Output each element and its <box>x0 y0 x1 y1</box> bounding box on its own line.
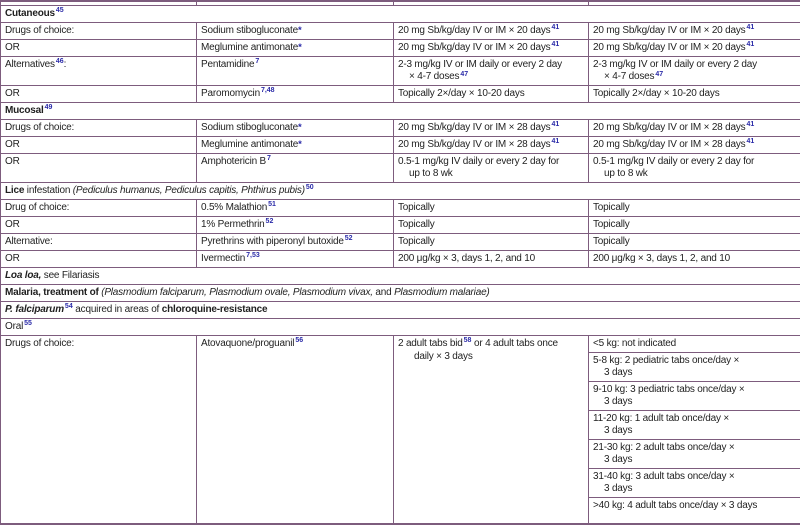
footnote-ref: 41 <box>746 41 755 48</box>
cell-adult-dosage <box>394 39 589 56</box>
weight-dose-row <box>589 469 800 498</box>
species-list: (Plasmodium falciparum, Plasmodium ovale, Plasmodium vivax, <box>101 286 373 298</box>
cell-pediatric-dosage <box>589 153 800 182</box>
footnote-ref: 50 <box>305 184 314 191</box>
table-row-malaria-dosing <box>1 335 800 524</box>
cell-label <box>1 216 197 233</box>
label-text: OR <box>5 41 20 53</box>
footnote-ref: 41 <box>551 24 560 31</box>
footnote-ref: 7,48 <box>260 87 275 94</box>
cell-label <box>1 199 197 216</box>
label-text: Drugs of choice: <box>5 121 75 133</box>
drug-name: Meglumine antimonate <box>201 41 299 53</box>
label-text: Alternatives <box>5 58 55 70</box>
footnote-ref: 49 <box>44 104 53 111</box>
table-row <box>1 199 800 216</box>
dose-line2: 3 days <box>604 396 633 407</box>
footnote-ref: 51 <box>268 201 276 208</box>
cell-label <box>1 119 197 136</box>
dosage-line1: 0.5-1 mg/kg IV daily or every 2 day for <box>593 155 755 167</box>
dosage-text: 20 mg Sb/kg/day IV or IM × 28 days <box>593 138 746 150</box>
cell-pediatric-dosage <box>589 119 800 136</box>
cell-pediatric-dosage <box>589 136 800 153</box>
cell-drug <box>197 136 394 153</box>
table-row <box>1 233 800 250</box>
cell-adult-dosage <box>394 22 589 39</box>
footnote-ref: 41 <box>551 121 560 128</box>
drug-name: Ivermectin <box>201 252 246 264</box>
footnote-ref: 54 <box>64 303 73 310</box>
footnote-ref: 52 <box>344 235 353 242</box>
cell-drug <box>197 250 394 267</box>
dosage-line1: 2-3 mg/kg IV or IM daily or every 2 day <box>398 58 562 70</box>
table-row <box>1 153 800 182</box>
section-header-cell <box>1 102 800 119</box>
section-title: Mucosal <box>5 104 44 116</box>
cell-drug <box>197 216 394 233</box>
footnote-ref: 55 <box>24 320 32 327</box>
dosage-line2: up to 8 wk <box>604 168 648 179</box>
drug-name: Pyrethrins with piperonyl butoxide <box>201 235 344 247</box>
footnote-ref: 58 <box>463 337 472 344</box>
weight-dose-row <box>589 440 800 469</box>
dosage-line2: daily × 3 days <box>414 351 473 362</box>
footnote-ref: 41 <box>551 138 560 145</box>
cell-pediatric-dosage <box>589 22 800 39</box>
emphasis-text: chloroquine-resistance <box>161 303 268 315</box>
section-header-cell <box>1 318 800 335</box>
table-row <box>1 119 800 136</box>
dose-line2: 3 days <box>604 367 633 378</box>
label-text: OR <box>5 138 20 150</box>
dose-line2: 3 days <box>604 425 633 436</box>
weight-dose-row <box>589 411 800 440</box>
footnote-asterisk: * <box>297 24 302 36</box>
cell-weight-dosing <box>589 335 800 524</box>
section-header-cell: P. falciparum$^{54}$ acquired in areas of chloroquine-resistance <box>1 301 800 318</box>
footnote-asterisk: * <box>298 41 302 53</box>
dosage-text: Topically <box>593 235 630 247</box>
weight-dose-row <box>589 336 800 353</box>
section-title: Oral <box>5 320 24 332</box>
dose-line1: 11-20 kg: 1 adult tab once/day × <box>593 412 730 424</box>
dosage-text: 200 μg/kg × 3, days 1, 2, and 10 <box>398 252 535 264</box>
dose-line1: <5 kg: not indicated <box>593 337 677 349</box>
section-row-cutaneous <box>1 5 800 22</box>
footnote-ref: 46 <box>55 58 64 65</box>
footnote-ref: 41 <box>551 41 560 48</box>
dosage-line1: 0.5-1 mg/kg IV daily or every 2 day for <box>398 155 560 167</box>
cell-pediatric-dosage <box>589 233 800 250</box>
cell-drug <box>197 199 394 216</box>
drug-name: Atovaquone/proguanil <box>201 337 295 349</box>
cell-adult-dosage <box>394 233 589 250</box>
cell-drug <box>197 39 394 56</box>
footnote-ref: 52 <box>265 218 274 225</box>
dosage-text: 20 mg Sb/kg/day IV or IM × 20 days <box>398 41 551 53</box>
table-row <box>1 250 800 267</box>
dosage-text: 20 mg Sb/kg/day IV or IM × 28 days <box>593 121 746 133</box>
cell-label <box>1 153 197 182</box>
dosage-text: Topically <box>593 201 630 213</box>
cell-adult-dosage <box>394 119 589 136</box>
dose-line1: 31-40 kg: 3 adult tabs once/day × <box>593 470 735 482</box>
label-text: Alternative: <box>5 235 53 247</box>
cell-adult-dosage <box>394 335 589 524</box>
cell-label <box>1 39 197 56</box>
drug-name: Sodium stibogluconate <box>201 121 298 133</box>
section-title: Loa loa, <box>5 269 42 281</box>
drug-name: 1% Permethrin <box>201 218 265 230</box>
dose-line1: 9-10 kg: 3 pediatric tabs once/day × <box>593 383 745 395</box>
dosage-text: Topically <box>593 218 630 230</box>
drug-name: Pentamidine <box>201 58 255 70</box>
cell-drug <box>197 119 394 136</box>
section-header-cell: Malaria, treatment of (Plasmodium falciparum, Plasmodium ovale, Plasmodium vivax, and Plasmodium malariae) <box>1 284 800 301</box>
section-header-cell: Loa loa, see Filariasis <box>1 267 800 284</box>
dosage-text: Topically 2×/day × 10-20 days <box>398 87 525 99</box>
section-header-cell <box>1 5 800 22</box>
footnote-ref: 47 <box>655 70 664 78</box>
footnote-asterisk: * <box>298 138 302 150</box>
cell-label <box>1 22 197 39</box>
cell-label <box>1 136 197 153</box>
dosage-text: 20 mg Sb/kg/day IV or IM × 20 days <box>593 24 746 36</box>
footnote-asterisk: * <box>297 121 302 133</box>
label-text: OR <box>5 218 20 230</box>
footnote-ref: 41 <box>746 121 755 128</box>
table-row <box>1 56 800 85</box>
dose-line2: 3 days <box>604 483 633 494</box>
section-title: Malaria, treatment of <box>5 286 102 298</box>
drug-name: Paromomycin <box>201 87 260 99</box>
drug-name: Sodium stibogluconate <box>201 24 298 36</box>
cell-adult-dosage <box>394 85 589 102</box>
section-row-loa-loa <box>1 267 800 284</box>
table-row <box>1 136 800 153</box>
dose-line1: 21-30 kg: 2 adult tabs once/day × <box>593 441 735 453</box>
cell-drug <box>197 22 394 39</box>
cell-label <box>1 335 197 524</box>
footnote-ref: 7 <box>255 58 260 65</box>
label-text: OR <box>5 155 20 167</box>
cell-pediatric-dosage <box>589 250 800 267</box>
cell-pediatric-dosage <box>589 56 800 85</box>
section-row-lice <box>1 182 800 199</box>
cell-pediatric-dosage <box>589 39 800 56</box>
dosage-line2: × 4-7 doses$^{47}$ <box>604 70 664 82</box>
footnote-ref: 7,53 <box>246 252 260 259</box>
section-row-malaria <box>1 284 800 301</box>
dosage-text: 20 mg Sb/kg/day IV or IM × 20 days <box>398 24 551 36</box>
section-row-falciparum <box>1 301 800 318</box>
label-text: Drugs of choice: <box>5 24 75 36</box>
drug-name: 0.5% Malathion <box>201 201 268 213</box>
label-text: OR <box>5 87 20 99</box>
table-row <box>1 216 800 233</box>
section-row-oral <box>1 318 800 335</box>
section-title: P. falciparum <box>5 303 64 315</box>
label-text: Drug of choice: <box>5 201 70 213</box>
dosage-line2: up to 8 wk <box>409 168 453 179</box>
table-row <box>1 22 800 39</box>
drug-name: Amphotericin B <box>201 155 267 167</box>
cell-drug <box>197 335 394 524</box>
dosage-text: 20 mg Sb/kg/day IV or IM × 20 days <box>593 41 746 53</box>
cell-adult-dosage <box>394 199 589 216</box>
dose-line1: 5-8 kg: 2 pediatric tabs once/day × <box>593 354 740 366</box>
dosage-text: Topically <box>398 235 435 247</box>
footnote-ref: 41 <box>746 24 755 31</box>
weight-dose-row <box>589 382 800 411</box>
dosage-line1: 2-3 mg/kg IV or IM daily or every 2 day <box>593 58 757 70</box>
cell-drug <box>197 85 394 102</box>
cell-pediatric-dosage <box>589 85 800 102</box>
dosage-text: Topically 2×/day × 10-20 days <box>593 87 720 99</box>
species-list: Plasmodium malariae) <box>394 286 490 298</box>
cell-drug <box>197 233 394 250</box>
cell-pediatric-dosage <box>589 216 800 233</box>
dosage-text: Topically <box>398 201 435 213</box>
section-title: Lice <box>5 184 25 196</box>
dosage-text: 20 mg Sb/kg/day IV or IM × 28 days <box>398 138 551 150</box>
footnote-ref: 7 <box>267 155 271 162</box>
dosage-text: 200 μg/kg × 3, days 1, 2, and 10 <box>593 252 730 264</box>
cell-pediatric-dosage <box>589 199 800 216</box>
cell-adult-dosage <box>394 136 589 153</box>
cell-adult-dosage <box>394 216 589 233</box>
dosage-line2: × 4-7 doses$^{47}$ <box>409 70 469 82</box>
dose-line2: 3 days <box>604 454 633 465</box>
weight-dose-row <box>589 353 800 382</box>
cell-adult-dosage <box>394 56 589 85</box>
cell-drug <box>197 153 394 182</box>
cell-label <box>1 250 197 267</box>
footnote-ref: 56 <box>295 337 304 344</box>
cell-adult-dosage <box>394 153 589 182</box>
cell-label <box>1 233 197 250</box>
drug-name: Meglumine antimonate <box>201 138 299 150</box>
label-colon: : <box>63 58 67 70</box>
footnote-ref: 41 <box>746 138 755 145</box>
footnote-ref: 47 <box>460 70 469 78</box>
table-row <box>1 85 800 102</box>
cell-label <box>1 85 197 102</box>
section-header-cell: Lice infestation (Pediculus humanus, Pediculus capitis, Phthirus pubis)$^{50}$ <box>1 182 800 199</box>
label-text: OR <box>5 252 20 264</box>
dosage-text: 20 mg Sb/kg/day IV or IM × 28 days <box>398 121 551 133</box>
section-row-mucosal <box>1 102 800 119</box>
dose-line1: >40 kg: 4 adult tabs once/day × 3 days <box>593 499 758 511</box>
table-row <box>1 39 800 56</box>
section-title: Cutaneous <box>5 7 55 19</box>
cell-label <box>1 56 197 85</box>
dosage-line1: 2 adult tabs bid$^{58}$ or 4 adult tabs once <box>398 337 558 349</box>
cell-drug <box>197 56 394 85</box>
footnote-ref: 45 <box>55 7 64 14</box>
cell-adult-dosage <box>394 250 589 267</box>
weight-dose-row <box>589 498 800 523</box>
dosage-text: Topically <box>398 218 435 230</box>
label-text: Drugs of choice: <box>5 337 75 349</box>
species-list: (Pediculus humanus, Pediculus capitis, Phthirus pubis) <box>72 184 305 196</box>
